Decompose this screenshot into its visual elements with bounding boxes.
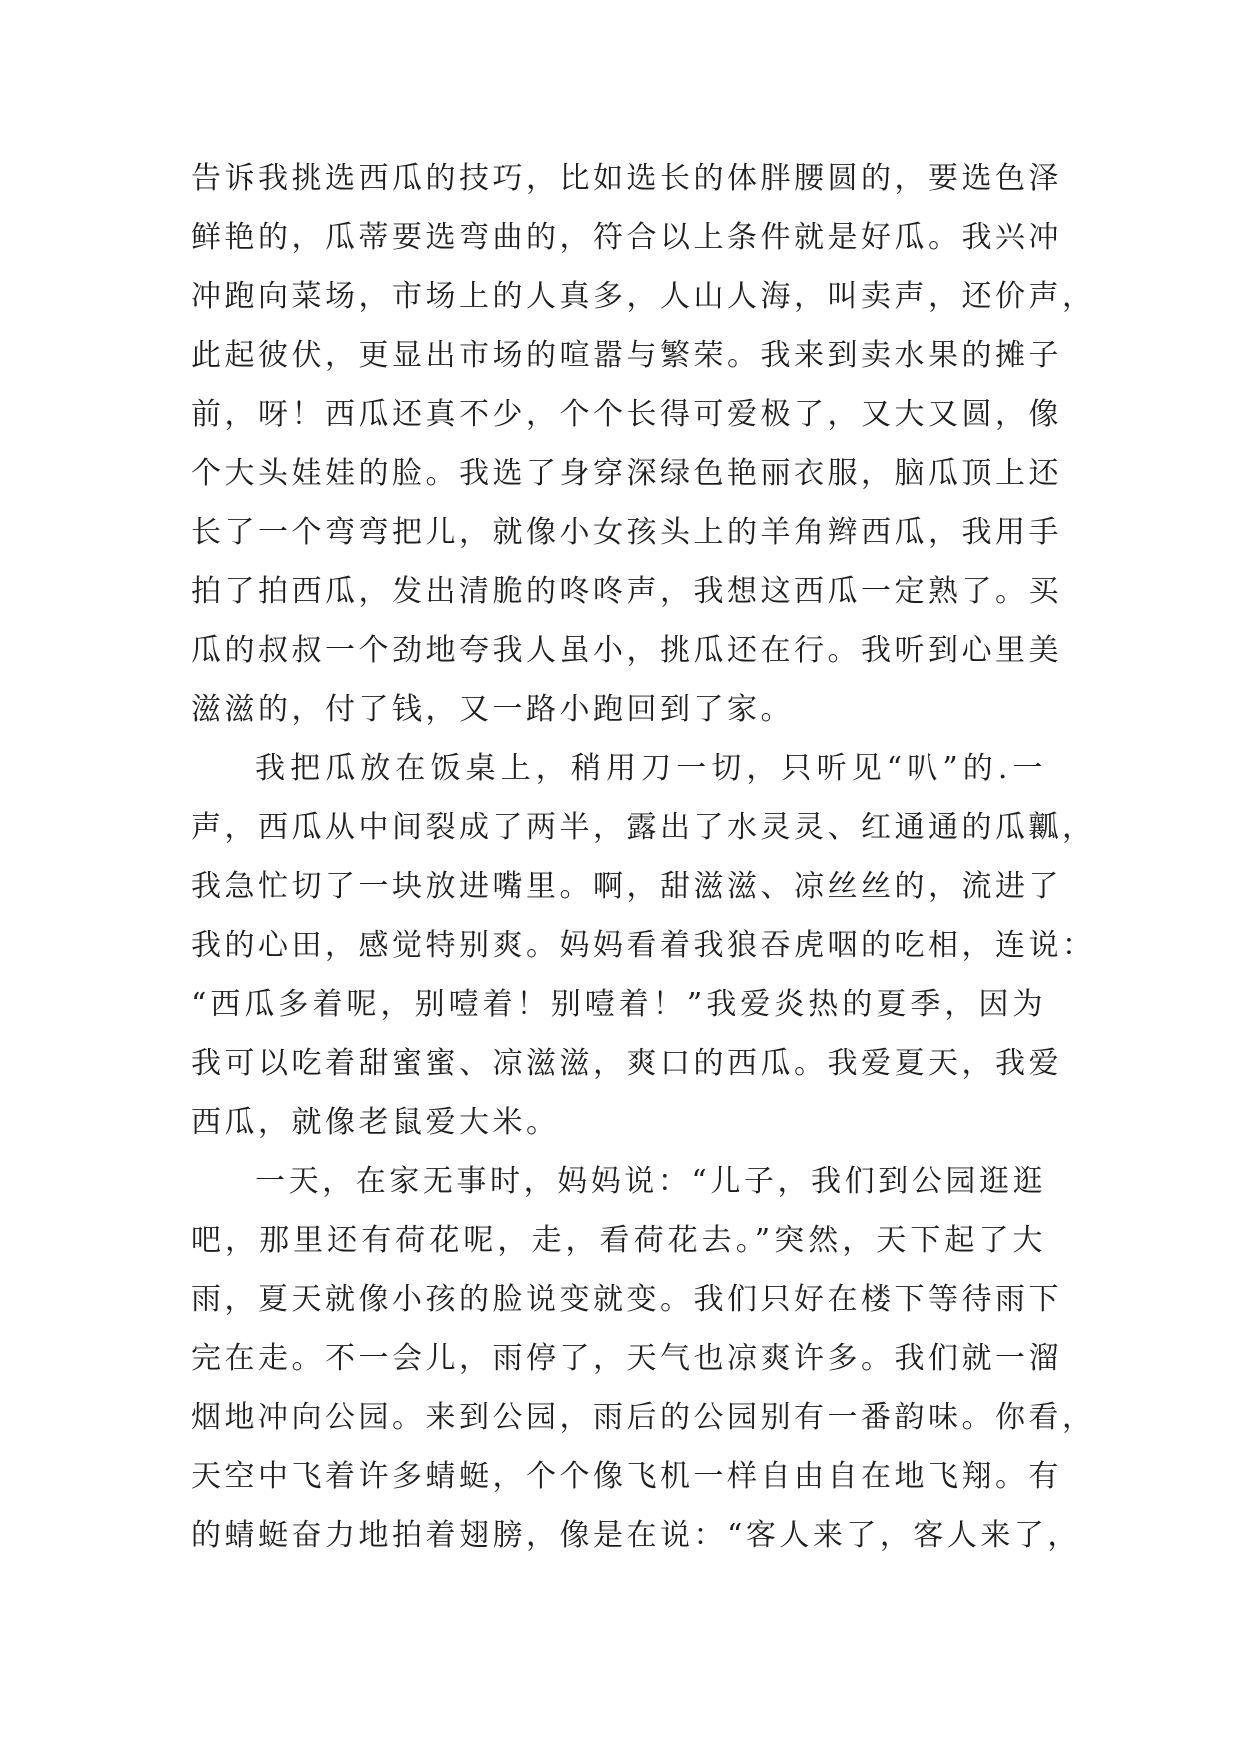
text-line: 滋滋的，付了钱，又一路小跑回到了家。 xyxy=(191,692,794,727)
text-line: 告诉我挑选西瓜的技巧，比如选长的体胖腰圆的，要选色泽 xyxy=(191,161,1062,196)
text-line: 鲜艳的，瓜蒂要选弯曲的，符合以上条件就是好瓜。我兴冲 xyxy=(191,220,1062,255)
text-line: 冲跑向菜场，市场上的人真多，人山人海，叫卖声，还价声， xyxy=(191,279,1096,314)
text-line: 雨，夏天就像小孩的脸说变就变。我们只好在楼下等待雨下 xyxy=(191,1282,1062,1317)
text-line: 的蜻蜓奋力地拍着翅膀，像是在说：“客人来了，客人来了， xyxy=(191,1518,1081,1553)
text-line: 拍了拍西瓜，发出清脆的咚咚声，我想这西瓜一定熟了。买 xyxy=(191,574,1062,609)
essay-body xyxy=(191,149,1096,1565)
text-line: 天空中飞着许多蜻蜓，个个像飞机一样自由自在地飞翔。有 xyxy=(191,1459,1062,1494)
text-line: 此起彼伏，更显出市场的喧嚣与繁荣。我来到卖水果的摊子 xyxy=(191,338,1062,373)
text-line: 一天，在家无事时，妈妈说：“儿子，我们到公园逛逛 xyxy=(255,1164,1046,1199)
text-line: 我把瓜放在饭桌上，稍用刀一切，只听见“叭”的.一 xyxy=(255,751,1046,786)
text-line: 前，呀！西瓜还真不少，个个长得可爱极了，又大又圆，像 xyxy=(191,397,1062,432)
text-line: 我的心田，感觉特别爽。妈妈看着我狼吞虎咽的吃相，连说： xyxy=(191,928,1096,963)
text-line: “西瓜多着呢，别噎着！别噎着！”我爱炎热的夏季，因为 xyxy=(191,987,1046,1022)
text-line: 我急忙切了一块放进嘴里。啊，甜滋滋、凉丝丝的，流进了 xyxy=(191,869,1062,904)
text-line: 长了一个弯弯把儿，就像小女孩头上的羊角辫西瓜，我用手 xyxy=(191,515,1062,550)
text-line: 我可以吃着甜蜜蜜、凉滋滋，爽口的西瓜。我爱夏天，我爱 xyxy=(191,1046,1062,1081)
text-line: 吧，那里还有荷花呢，走，看荷花去。”突然，天下起了大 xyxy=(191,1223,1046,1258)
paragraph-3 xyxy=(191,1152,1096,1565)
paragraph-1 xyxy=(191,149,1096,739)
text-line: 瓜的叔叔一个劲地夸我人虽小，挑瓜还在行。我听到心里美 xyxy=(191,633,1062,668)
paragraph-2 xyxy=(191,739,1096,1152)
text-line: 西瓜，就像老鼠爱大米。 xyxy=(191,1105,560,1140)
text-line: 声，西瓜从中间裂成了两半，露出了水灵灵、红通通的瓜瓤， xyxy=(191,810,1096,845)
text-line: 完在走。不一会儿，雨停了，天气也凉爽许多。我们就一溜 xyxy=(191,1341,1062,1376)
text-line: 烟地冲向公园。来到公园，雨后的公园别有一番韵味。你看， xyxy=(191,1400,1096,1435)
text-line: 个大头娃娃的脸。我选了身穿深绿色艳丽衣服，脑瓜顶上还 xyxy=(191,456,1062,491)
